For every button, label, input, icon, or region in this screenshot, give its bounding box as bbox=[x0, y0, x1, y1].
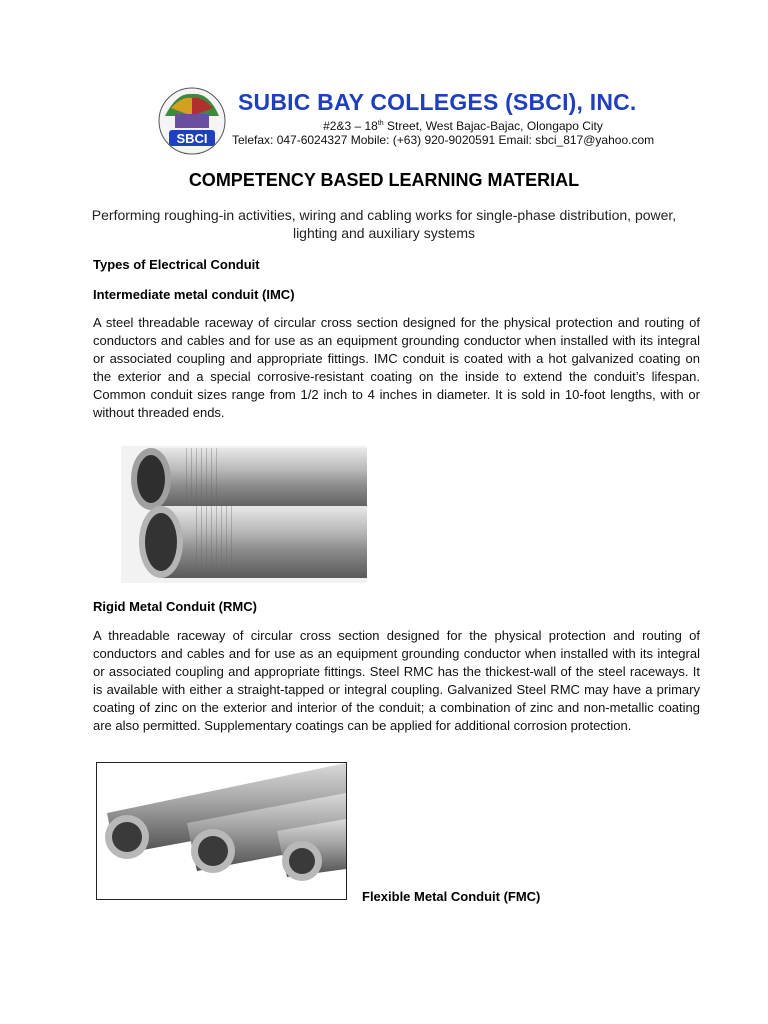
address-part-1: #2&3 – 18 bbox=[323, 119, 378, 133]
rmc-conduit-photo bbox=[96, 762, 347, 900]
imc-conduit-photo bbox=[121, 446, 367, 583]
fmc-heading: Flexible Metal Conduit (FMC) bbox=[362, 889, 541, 904]
college-contact: Telefax: 047-6024327 Mobile: (+63) 920-9020591 Email: sbci_817@yahoo.com bbox=[232, 133, 655, 147]
college-logo bbox=[157, 86, 227, 156]
college-address bbox=[238, 119, 688, 133]
document-title: COMPETENCY BASED LEARNING MATERIAL bbox=[188, 170, 580, 190]
document-subtitle: Performing roughing-in activities, wiring and cabling works for single-phase distribution, power, lighting and auxiliary systems bbox=[91, 207, 677, 241]
logo-text: SBCI bbox=[176, 131, 208, 146]
college-name: SUBIC BAY COLLEGES (SBCI), INC. bbox=[238, 89, 637, 115]
rmc-paragraph: A threadable raceway of circular cross section designed for the physical protection and routing of conductors and cables and for use as an equipment grounding conductor when installed with its integral or associated coupling and appropriate fittings. Steel RMC has the thickest-wall of the steel raceways. It is available with either a straight-tapped or integral coupling. Galvanized Steel RMC may have a primary coating of zinc on the exterior and interior of the conduit; a combination of zinc and non-metallic coating are also permitted. Supplementary coatings can be applied for additional corrosion protection. bbox=[93, 628, 700, 733]
imc-heading: Intermediate metal conduit (IMC) bbox=[93, 287, 295, 302]
imc-paragraph: A steel threadable raceway of circular cross section designed for the physical protection and routing of conductors and cables and for use as an equipment grounding conductor when installed with its integral or associated coupling and appropriate fittings. IMC conduit is coated with a hot galvanized coating on the exterior and a special corrosive-resistant coating on the inside to extend the conduit’s lifespan. Common conduit sizes range from 1/2 inch to 4 inches in diameter. It is sold in 10-foot lengths, with or without threaded ends. bbox=[93, 315, 700, 420]
types-heading: Types of Electrical Conduit bbox=[93, 257, 260, 272]
address-part-2: Street, West Bajac-Bajac, Olongapo City bbox=[383, 119, 603, 133]
rmc-heading: Rigid Metal Conduit (RMC) bbox=[93, 599, 257, 614]
address-superscript: th bbox=[377, 120, 384, 127]
